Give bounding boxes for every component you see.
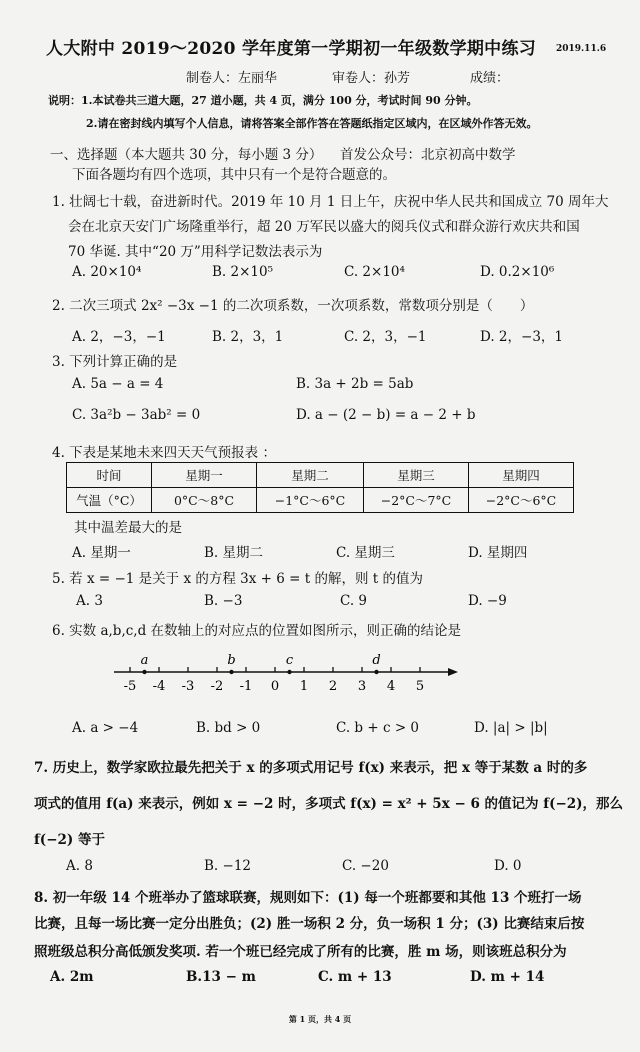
- q3-option-d: D. a − (2 − b) = a − 2 + b: [296, 407, 476, 423]
- q7-option-a: A. 8: [66, 858, 93, 874]
- table-header-cell: 星期二: [257, 463, 364, 488]
- q1-line-3: 70 华诞. 其中“20 万”用科学记数法表示为: [68, 244, 323, 260]
- weather-table: [66, 462, 574, 513]
- number-line-tick-label: -1: [239, 679, 253, 694]
- q8-option-a: A. 2m: [50, 969, 94, 985]
- exam-date: 2019.11.6: [556, 44, 607, 54]
- q1-option-b: B. 2×10⁵: [212, 264, 273, 280]
- q4-stem: 4. 下表是某地未来四天天气预报表 ：: [52, 445, 276, 461]
- number-line-arrow: [448, 668, 458, 676]
- section-instruction: 下面各题均有四个选项，其中只有一个是符合题意的。: [72, 167, 396, 183]
- number-line-tick-label: 2: [328, 679, 338, 694]
- table-row: [67, 463, 574, 488]
- q1-option-a: A. 20×10⁴: [72, 264, 142, 280]
- q2-option-a: A. 2，−3，−1: [72, 329, 166, 345]
- q5-stem: 5. 若 x = −1 是关于 x 的方程 3x + 6 = t 的解，则 t 的值为: [52, 571, 423, 587]
- q8-option-d: D. m + 14: [470, 969, 545, 985]
- number-line-point-c: [287, 670, 291, 674]
- q6-option-b: B. bd > 0: [196, 720, 261, 736]
- q7-option-c: C. −20: [342, 858, 389, 874]
- q6-option-d: D. |a| > |b|: [474, 720, 548, 736]
- note-line-2: 2.请在密封线内填写个人信息，请将答案全部作答在答题纸指定区域内，在区域外作答无效。: [86, 117, 538, 130]
- q7-line-2: 项式的值用 f(a) 来表示，例如 x = −2 时，多项式 f(x) = x² + 5x − 6 的值记为 f(−2)，那么: [34, 796, 624, 812]
- q4-option-b: B. 星期二: [204, 545, 264, 561]
- q8-option-b: B.13 − m: [186, 969, 256, 985]
- q5-option-b: B. −3: [204, 593, 243, 609]
- number-line-tick-label: -3: [181, 679, 195, 694]
- author-label: 制卷人：左丽华: [186, 71, 278, 86]
- q6-option-a: A. a > −4: [72, 720, 139, 736]
- number-line-tick-label: 4: [386, 679, 396, 694]
- table-cell: 0°C～8°C: [152, 488, 257, 513]
- number-line-point-label: a: [140, 653, 149, 668]
- q8-line-3: 照班级总积分高低颁发奖项. 若一个班已经完成了所有的比赛，胜 m 场，则该班总积分为: [34, 944, 567, 960]
- score-label: 成绩：: [470, 71, 510, 86]
- number-line-tick-label: 5: [415, 679, 425, 694]
- q4-followup: 其中温差最大的是: [74, 520, 182, 536]
- q3-option-a: A. 5a − a = 4: [72, 376, 164, 392]
- table-cell: −2°C～7°C: [364, 488, 469, 513]
- table-header-cell: 星期一: [152, 463, 257, 488]
- q1-option-c: C. 2×10⁴: [344, 264, 405, 280]
- number-line-tick-label: -4: [152, 679, 166, 694]
- table-cell: 气温（°C）: [67, 488, 152, 513]
- number-line-point-label: c: [285, 653, 294, 668]
- q6-stem: 6. 实数 a,b,c,d 在数轴上的对应点的位置如图所示，则正确的结论是: [52, 623, 462, 639]
- table-row: [67, 488, 574, 513]
- q3-option-c: C. 3a²b − 3ab² = 0: [72, 407, 201, 423]
- q4-option-a: A. 星期一: [72, 545, 131, 561]
- q7-option-d: D. 0: [494, 858, 522, 874]
- number-line-tick-label: -5: [123, 679, 137, 694]
- exam-title: 人大附中 2019～2020 学年度第一学期初一年级数学期中练习: [46, 39, 537, 59]
- number-line-point-b: [229, 670, 233, 674]
- q8-line-2: 比赛，且每一场比赛一定分出胜负；(2) 胜一场积 2 分，负一场积 1 分；(3) 比赛结束后按: [34, 916, 585, 932]
- number-line-point-label: b: [227, 653, 236, 668]
- reviewer-label: 审卷人：孙芳: [332, 71, 411, 86]
- table-header-cell: 星期四: [469, 463, 574, 488]
- q8-option-c: C. m + 13: [318, 969, 392, 985]
- q3-stem: 3. 下列计算正确的是: [52, 354, 178, 370]
- number-line-tick-label: 1: [299, 679, 309, 694]
- q2-option-d: D. 2，−3，1: [480, 329, 564, 345]
- q7-line-3: f(−2) 等于: [34, 832, 105, 848]
- number-line: [108, 650, 488, 710]
- table-header-cell: 时间: [67, 463, 152, 488]
- q4-option-c: C. 星期三: [336, 545, 395, 561]
- q5-option-c: C. 9: [340, 593, 368, 609]
- promo-text: 首发公众号：北京初高中数学: [340, 147, 516, 163]
- number-line-tick-label: -2: [210, 679, 224, 694]
- table-cell: −2°C～6°C: [469, 488, 574, 513]
- section-heading: 一、选择题（本大题共 30 分，每小题 3 分）: [50, 147, 323, 163]
- q2-option-c: C. 2，3，−1: [344, 329, 427, 345]
- number-line-tick-label: 0: [270, 679, 280, 694]
- page-footer: 第 1 页，共 4 页: [288, 1014, 352, 1024]
- q5-option-d: D. −9: [468, 593, 507, 609]
- q3-option-b: B. 3a + 2b = 5ab: [296, 376, 414, 392]
- number-line-point-a: [142, 670, 146, 674]
- q1-line-1: 1. 壮阔七十载，奋进新时代。2019 年 10 月 1 日上午，庆祝中华人民共和国成立 70 周年大: [52, 194, 609, 210]
- q4-option-d: D. 星期四: [468, 545, 528, 561]
- table-header-cell: 星期三: [364, 463, 469, 488]
- q7-option-b: B. −12: [204, 858, 251, 874]
- q2-stem: 2. 二次三项式 2x² −3x −1 的二次项系数，一次项系数，常数项分别是（ ）: [52, 298, 534, 314]
- table-cell: −1°C～6°C: [257, 488, 364, 513]
- q1-line-2: 会在北京天安门广场隆重举行，超 20 万军民以盛大的阅兵仪式和群众游行欢庆共和国: [68, 219, 580, 235]
- note-line-1: 说明：1.本试卷共三道大题，27 道小题，共 4 页，满分 100 分，考试时间 90 分钟。: [48, 94, 478, 107]
- q1-option-d: D. 0.2×10⁶: [480, 264, 555, 280]
- q2-option-b: B. 2，3，1: [212, 329, 284, 345]
- q5-option-a: A. 3: [76, 593, 103, 609]
- number-line-point-label: d: [372, 653, 381, 668]
- q8-line-1: 8. 初一年级 14 个班举办了篮球联赛，规则如下：(1) 每一个班都要和其他 13 个班打一场: [34, 890, 582, 906]
- q6-option-c: C. b + c > 0: [336, 720, 420, 736]
- q7-line-1: 7. 历史上，数学家欧拉最先把关于 x 的多项式用记号 f(x) 来表示，把 x 等于某数 a 时的多: [34, 760, 588, 776]
- number-line-point-d: [374, 670, 378, 674]
- number-line-tick-label: 3: [357, 679, 367, 694]
